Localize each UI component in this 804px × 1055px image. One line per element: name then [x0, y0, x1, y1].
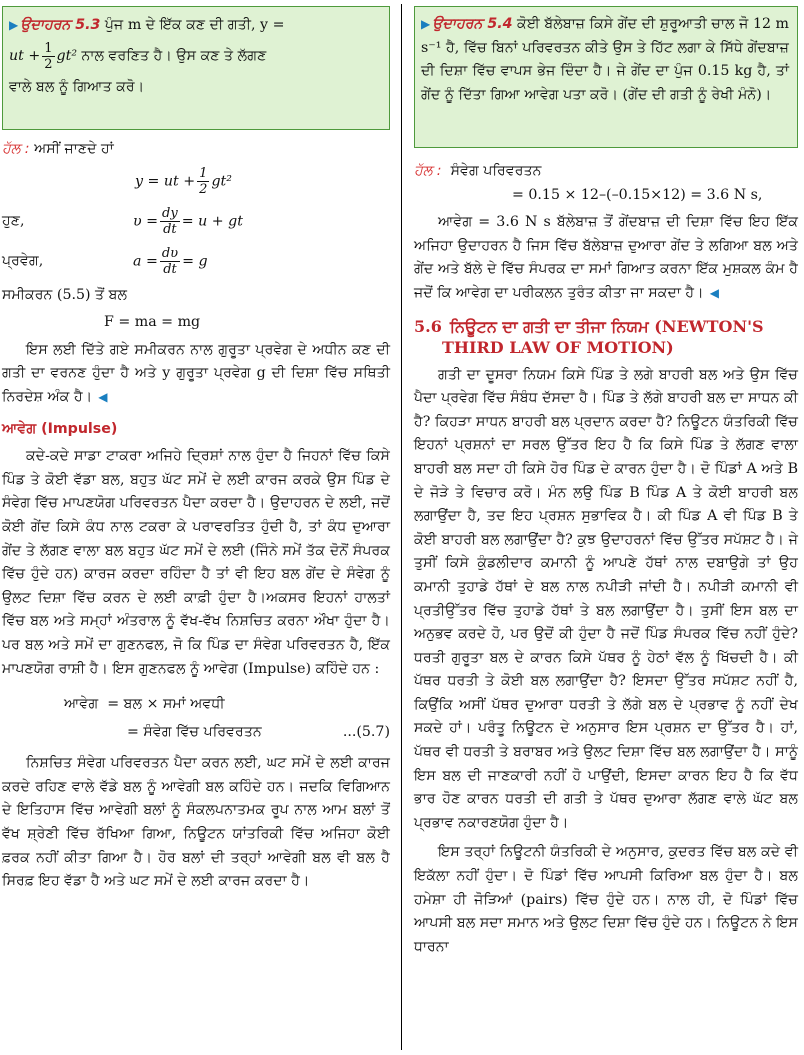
section-title-continued: THIRD LAW OF MOTION): [442, 337, 674, 357]
section-number: 5.6: [414, 316, 442, 336]
triangle-left-icon: ◀: [709, 285, 719, 300]
solution-intro: ਅਸੀਂ ਜਾਣਦੇ ਹਾਂ: [34, 141, 114, 157]
example-title: ਉਦਾਹਰਨ 5.4: [432, 16, 513, 32]
impulse-heading: ਆਵੇਗ (Impulse): [2, 420, 118, 437]
section-heading: [414, 316, 798, 358]
impulse-paragraph-1: ਕਦੇ-ਕਦੇ ਸਾਡਾ ਟਾਕਰਾ ਅਜਿਹੇ ਦ੍ਰਿਸ਼ਾਂ ਨਾਲ ਹੁੰਦਾ ਹੈ ਜਿਹਨਾਂ ਵਿੱਚ ਕਿਸੇ ਪਿੰਡ ਤੇ ਕੋਈ ਵੱਡਾ ਬਲ, ਬਹੁਤ ਘੱਟ ਸਮੇਂ ਦੇ ਲਈ ਕਾਰਜ ਕਰਕੇ ਉਸ ਪਿੰਡ ਦੇ ਸੰਵੇਗ ਵਿੱਚ ਮਾਪਣਯੋਗ ਪਰਿਵਰਤਨ ਪੈਦਾ ਕਰਦਾ ਹੈ। ਉਦਾਹਰਨ ਦੇ ਲਈ, ਜਦੋਂ ਕੋਈ ਗੇਂਦ ਕਿਸੇ ਕੰਧ ਨਾਲ ਟਕਰਾ ਕੇ ਪਰਾਵਰਤਿਤ ਹੁੰਦੀ ਹੈ, ਤਾਂ ਕੰਧ ਦੁਆਰਾ ਗੇਂਦ ਤੇ ਲੱਗਣ ਵਾਲਾ ਬਲ ਬਹੁਤ ਘੱਟ ਸਮੇਂ ਦੇ ਲਈ (ਜਿੰਨੇ ਸਮੇਂ ਤੱਕ ਦੋਨੋਂ ਸੰਪਰਕ ਵਿੱਚ ਹੁੰਦੇ ਹਨ) ਕਾਰਜ ਕਰਦਾ ਰਹਿੰਦਾ ਹੈ ਤਾਂ ਵੀ ਇਹ ਬਲ ਗੇਂਦ ਦੇ ਸੰਵੇਗ ਨੂੰ ਉਲਟ ਦਿਸ਼ਾ ਵਿੱਚ ਕਰਨ ਦੇ ਲਈ ਕਾਫ਼ੀ ਹੁੰਦਾ ਹੈ।ਅਕਸਰ ਇਹਨਾਂ ਹਾਲਤਾਂ ਵਿੱਚ ਬਲ ਅਤੇ ਸਮ੍ਹਾਂ ਅੰਤਰਾਲ ਨੂੰ ਵੱਖ-ਵੱਖ ਨਿਸ਼ਚਿਤ ਕਰਨਾ ਔਖਾ ਹੁੰਦਾ ਹੈ। ਪਰ ਬਲ ਅਤੇ ਸਮੇਂ ਦਾ ਗੁਣਨਫਲ, ਜੋ ਕਿ ਪਿੰਡ ਦਾ ਸੰਵੇਗ ਪਰਿਵਰਤਨ ਹੈ, ਇੱਕ ਮਾਪਣਯੋਗ ਰਾਸ਼ੀ ਹੈ। ਇਸ ਗੁਣਨਫਲ ਨੂੰ ਆਵੇਗ (Impulse) ਕਹਿੰਦੇ ਹਨ :: [2, 448, 390, 677]
section-paragraph-1: ਗਤੀ ਦਾ ਦੂਸਰਾ ਨਿਯਮ ਕਿਸੇ ਪਿੰਡ ਤੇ ਲਗੇ ਬਾਹਰੀ ਬਲ ਅਤੇ ਉਸ ਵਿੱਚ ਪੈਦਾ ਪ੍ਰਵੇਗ ਵਿੱਚ ਸੰਬੰਧ ਦੱਸਦਾ ਹੈ। ਪਿੰਡ ਤੇ ਲੱਗੇ ਬਾਹਰੀ ਬਲ ਦਾ ਸਾਧਨ ਕੀ ਹੈ? ਕਿਹੜਾ ਸਾਧਨ ਬਾਹਰੀ ਬਲ ਪ੍ਰਦਾਨ ਕਰਦਾ ਹੈ? ਨਿਊਟਨ ਯੰਤਰਿਕੀ ਵਿੱਚ ਇਹਨਾਂ ਪ੍ਰਸ਼ਨਾਂ ਦਾ ਸਰਲ ਉੱਤਰ ਇਹ ਹੈ ਕਿ ਕਿਸੇ ਪਿੰਡ ਤੇ ਲੱਗਣ ਵਾਲਾ ਬਾਹਰੀ ਬਲ ਸਦਾ ਹੀ ਕਿਸੇ ਹੋਰ ਪਿੰਡ ਦੇ ਕਾਰਨ ਹੁੰਦਾ ਹੈ। ਦੋ ਪਿੰਡਾਂ A ਅਤੇ B ਦੇ ਜੋੜੇ ਤੇ ਵਿਚਾਰ ਕਰੋ। ਮੰਨ ਲਉ ਪਿੰਡ B ਪਿੰਡ A ਤੇ ਕੋਈ ਬਾਹਰੀ ਬਲ ਲਗਾਉਂਦਾ ਹੈ, ਤਦ ਇਹ ਪ੍ਰਸ਼ਨ ਸੁਭਾਵਿਕ ਹੈ। ਕੀ ਪਿੰਡ A ਵੀ ਪਿੰਡ B ਤੇ ਕੋਈ ਬਾਹਰੀ ਬਲ ਲਗਾਉਂਦਾ ਹੈ? ਕੁਝ ਉਦਾਹਰਨਾਂ ਵਿੱਚ ਉੱਤਰ ਸਪੱਸ਼ਟ ਹੈ। ਜੇ ਤੁਸੀਂ ਕਿਸੇ ਕੁੰਡਲੀਦਾਰ ਕਮਾਨੀ ਨੂੰ ਆਪਣੇ ਹੱਥਾਂ ਨਾਲ ਦਬਾਉਗੇ ਤਾਂ ਉਹ ਕਮਾਨੀ ਤੁਹਾਡੇ ਹੱਥਾਂ ਦੇ ਬਲ ਨਾਲ ਨਪੀੜੀ ਜਾਂਦੀ ਹੈ। ਨਪੀੜੀ ਕਮਾਨੀ ਵੀ ਪ੍ਰਤੀਉੱਤਰ ਵਿੱਚ ਤੁਹਾਡੇ ਹੱਥਾਂ ਤੇ ਬਲ ਲਗਾਉਂਦਾ ਹੈ। ਤੁਸੀਂ ਇਸ ਬਲ ਦਾ ਅਨੁਭਵ ਕਰਦੇ ਹੋ, ਪਰ ਉਦੋਂ ਕੀ ਹੁੰਦਾ ਹੈ ਜਦੋਂ ਪਿੰਡ ਸੰਪਰਕ ਵਿੱਚ ਨਹੀਂ ਹੁੰਦੇ? ਧਰਤੀ ਗੁਰੂਤਾ ਬਲ ਦੇ ਕਾਰਨ ਕਿਸੇ ਪੱਥਰ ਨੂੰ ਹੇਠਾਂ ਵੱਲ ਨੂੰ ਖਿੱਚਦੀ ਹੈ। ਕੀ ਪੱਥਰ ਧਰਤੀ ਤੇ ਕੋਈ ਬਲ ਲਗਾਉਂਦਾ ਹੈ? ਇਸਦਾ ਉੱਤਰ ਸਪੱਸ਼ਟ ਨਹੀਂ ਹੈ, ਕਿਉਂਕਿ ਅਸੀਂ ਪੱਥਰ ਦੁਆਰਾ ਧਰਤੀ ਤੇ ਲੱਗੇ ਬਲ ਦੇ ਪ੍ਰਭਾਵ ਨੂੰ ਨਹੀਂ ਦੇਖ ਸਕਦੇ ਹਾਂ। ਪਰੰਤੂ ਨਿਊਟਨ ਦੇ ਅਨੁਸਾਰ ਇਸ ਪ੍ਰਸ਼ਨ ਦਾ ਉੱਤਰ ਹੈ। ਹਾਂ, ਪੱਥਰ ਵੀ ਧਰਤੀ ਤੇ ਬਰਾਬਰ ਅਤੇ ਉਲਟ ਦਿਸ਼ਾ ਵਿੱਚ ਬਲ ਲਗਾਉਂਦਾ ਹੈ। ਸਾਨੂੰ ਇਸ ਬਲ ਦੀ ਜਾਣਕਾਰੀ ਨਹੀਂ ਹੋ ਪਾਉਂਦੀ, ਇਸਦਾ ਕਾਰਨ ਇਹ ਹੈ ਕਿ ਵੱਧ ਭਾਰ ਹੋਣ ਕਾਰਨ ਧਰਤੀ ਦੀ ਗਤੀ ਤੇ ਪੱਥਰ ਦੁਆਰਾ ਲੱਗਣ ਵਾਲੇ ਘੱਟ ਬਲ ਪ੍ਰਭਾਵ ਨਕਾਰਣਯੋਗ ਹੁੰਦਾ ਹੈ।: [414, 366, 798, 831]
example-title: ਉਦਾਹਰਨ 5.3: [20, 17, 101, 33]
triangle-left-icon: ◀: [98, 389, 108, 404]
equation-number: ...(5.7): [342, 723, 390, 740]
section-title: ਨਿਊਟਨ ਦਾ ਗਤੀ ਦਾ ਤੀਜਾ ਨਿਯਮ (NEWTON'S: [449, 316, 764, 336]
equation-y: y = ut + $\frac{1}{2}$ gt²: [135, 166, 232, 198]
solution-label: ਹੱਲ :: [414, 163, 442, 179]
solution-paragraph: ਆਵੇਗ = 3.6 N s ਬੱਲੇਬਾਜ਼ ਤੋਂ ਗੇਂਦਬਾਜ਼ ਦੀ ਦਿਸ਼ਾ ਵਿੱਚ ਇਹ ਇੱਕ ਅਜਿਹਾ ਉਦਾਹਰਨ ਹੈ ਜਿਸ ਵਿੱਚ ਬੱਲੇਬਾਜ਼ ਦੁਆਰਾ ਗੇਂਦ ਤੇ ਲਗਿਆ ਬਲ ਅਤੇ ਗੇਂਦ ਅਤੇ ਬੱਲੇ ਦੇ ਵਿੱਚ ਸੰਪਰਕ ਦਾ ਸਮਾਂ ਗਿਆਤ ਕਰਨਾ ਇੱਕ ਮੁਸ਼ਕਲ ਕੰਮ ਹੈ ਜਦੋਂ ਕਿ ਆਵੇਗ ਦਾ ਪਰੀਕਲਨ ਤੁਰੰਤ ਕੀਤਾ ਜਾ ਸਕਦਾ ਹੈ।: [414, 214, 798, 301]
solution-line1: ਸੰਵੇਗ ਪਰਿਵਰਤਨ: [450, 163, 542, 179]
praveg-label: ਪ੍ਰਵੇਗ,: [2, 252, 44, 269]
example-5-3-box: [2, 6, 390, 130]
example-line2: ਨਾਲ ਵਰਣਿਤ ਹੈ। ਉਸ ਕਣ ਤੇ ਲੱਗਣ: [81, 48, 267, 64]
solution-line2: = 0.15 × 12–(–0.15×12) = 3.6 N s,: [512, 186, 763, 203]
triangle-right-icon: ▶: [9, 18, 19, 32]
example-line3: ਵਾਲੇ ਬਲ ਨੂੰ ਗਿਆਤ ਕਰੋ।: [9, 79, 145, 95]
left-column: [2, 6, 390, 894]
impulse-paragraph-2: ਨਿਸ਼ਚਿਤ ਸੰਵੇਗ ਪਰਿਵਰਤਨ ਪੈਦਾ ਕਰਨ ਲਈ, ਘਟ ਸਮੇਂ ਦੇ ਲਈ ਕਾਰਜ ਕਰਦੇ ਰਹਿਣ ਵਾਲੇ ਵੱਡੇ ਬਲ ਨੂੰ ਆਵੇਗੀ ਬਲ ਕਹਿੰਦੇ ਹਨ। ਜਦਕਿ ਵਿਗਿਆਨ ਦੇ ਇਤਿਹਾਸ ਵਿੱਚ ਆਵੇਗੀ ਬਲਾਂ ਨੂੰ ਸੰਕਲਪਨਾਤਮਕ ਰੂਪ ਨਾਲ ਆਮ ਬਲਾਂ ਤੋਂ ਵੱਖ ਸ਼੍ਰੇਣੀ ਵਿੱਚ ਰੱਖਿਆ ਗਿਆ, ਨਿਊਟਨ ਯਾਂਤਰਿਕੀ ਵਿੱਚ ਅਜਿਹਾ ਕੋਈ ਫ਼ਰਕ ਨਹੀਂ ਕੀਤਾ ਗਿਆ ਹੈ। ਹੋਰ ਬਲਾਂ ਦੀ ਤਰ੍ਹਾਂ ਆਵੇਗੀ ਬਲ ਵੀ ਬਲ ਹੈ ਸਿਰਫ਼ ਇਹ ਵੱਡਾ ਹੈ ਅਤੇ ਘਟ ਸਮੇਂ ਦੇ ਲਈ ਕਾਰਜ ਕਰਦਾ ਹੈ।: [2, 755, 390, 890]
solution-conclusion: ਇਸ ਲਈ ਦਿੱਤੇ ਗਏ ਸਮੀਕਰਨ ਨਾਲ ਗੁਰੂਤਾ ਪ੍ਰਵੇਗ ਦੇ ਅਧੀਨ ਕਣ ਦੀ ਗਤੀ ਦਾ ਵਰਨਣ ਹੁੰਦਾ ਹੈ ਅਤੇ y ਗੁਰੂਤਾ ਪ੍ਰਵੇਗ g ਦੀ ਦਿਸ਼ਾ ਵਿੱਚ ਸਥਿਤੀ ਨਿਰਦੇਸ਼ ਅੰਕ ਹੈ।: [2, 341, 390, 405]
column-divider: [401, 4, 402, 1050]
section-paragraph-2: ਇਸ ਤਰ੍ਹਾਂ ਨਿਊਟਨੀ ਯੰਤਰਿਕੀ ਦੇ ਅਨੁਸਾਰ, ਕੁਦਰਤ ਵਿੱਚ ਬਲ ਕਦੇ ਵੀ ਇਕੱਲਾ ਨਹੀਂ ਹੁੰਦਾ। ਦੋ ਪਿੰਡਾਂ ਵਿੱਚ ਆਪਸੀ ਕਿਰਿਆ ਬਲ ਹੁੰਦਾ ਹੈ। ਬਲ ਹਮੇਸ਼ਾ ਹੀ ਜੋੜਿਆਂ (pairs) ਵਿੱਚ ਹੁੰਦੇ ਹਨ। ਨਾਲ ਹੀ, ਦੋ ਪਿੰਡਾਂ ਵਿੱਚ ਆਪਸੀ ਬਲ ਸਦਾ ਸਮਾਨ ਅਤੇ ਉਲਟ ਦਿਸ਼ਾ ਵਿੱਚ ਹੁੰਦੇ ਹਨ। ਨਿਊਟਨ ਨੇ ਇਸ ਧਾਰਨਾ: [414, 844, 798, 955]
example-fraction: $\frac{1}{2}$: [44, 40, 53, 72]
example-eq-prefix: ut +: [9, 48, 41, 64]
samikaran-line: ਸਮੀਕਰਨ (5.5) ਤੋਂ ਬਲ: [2, 286, 128, 303]
example-5-4-box: [414, 6, 798, 148]
impulse-section: [2, 418, 390, 894]
hun-label: ਹੁਣ,: [2, 212, 25, 229]
right-column: [414, 6, 798, 959]
triangle-right-icon: ▶: [421, 17, 431, 31]
equation-v: ਹੁਣ, υ = $\frac{dy}{dt}$ = u + gt: [2, 206, 243, 238]
solution-5-4: [414, 160, 798, 306]
impulse-equation: ਆਵੇਗ = ਬਲ × ਸਮਾਂ ਅਵਧੀ = ਸੰਵੇਗ ਵਿੱਚ ਪਰਿਵਰਤਨ ...(5.7): [2, 693, 390, 744]
newton-third-law-section: [414, 316, 798, 960]
solution-5-3: [2, 138, 390, 410]
example-line1: ਪੁੰਜ m ਦੇ ਇੱਕ ਕਣ ਦੀ ਗਤੀ, y =: [104, 17, 285, 33]
solution-label: ਹੱਲ :: [2, 141, 30, 157]
equation-a: ਪ੍ਰਵੇਗ, a = $\frac{d\upsilon}{dt}$ = g: [2, 246, 208, 278]
force-equation: F = ma = mg: [104, 314, 201, 331]
example-eq-suffix: gt²: [56, 48, 78, 64]
example-text: ਕੋਈ ਬੱਲੇਬਾਜ਼ ਕਿਸੇ ਗੇਂਦ ਦੀ ਸ਼ੁਰੂਆਤੀ ਚਾਲ ਜੋ 12 m s⁻¹ ਹੈ, ਵਿੱਚ ਬਿਨਾਂ ਪਰਿਵਰਤਨ ਕੀਤੇ ਉਸ ਤੇ ਹਿੱਟ ਲਗਾ ਕੇ ਸਿੱਧੇ ਗੇਂਦਬਾਜ਼ ਦੀ ਦਿਸ਼ਾ ਵਿੱਚ ਵਾਪਸ ਭੇਜ ਦਿੰਦਾ ਹੈ। ਜੇ ਗੇਂਦ ਦਾ ਪੁੰਜ 0.15 kg ਹੈ, ਤਾਂ ਗੇਂਦ ਨੂੰ ਦਿੱਤਾ ਗਿਆ ਆਵੇਗ ਪਤਾ ਕਰੋ। (ਗੇਂਦ ਦੀ ਗਤੀ ਨੂੰ ਰੇਖੀ ਮੰਨੋ)।: [421, 16, 790, 103]
